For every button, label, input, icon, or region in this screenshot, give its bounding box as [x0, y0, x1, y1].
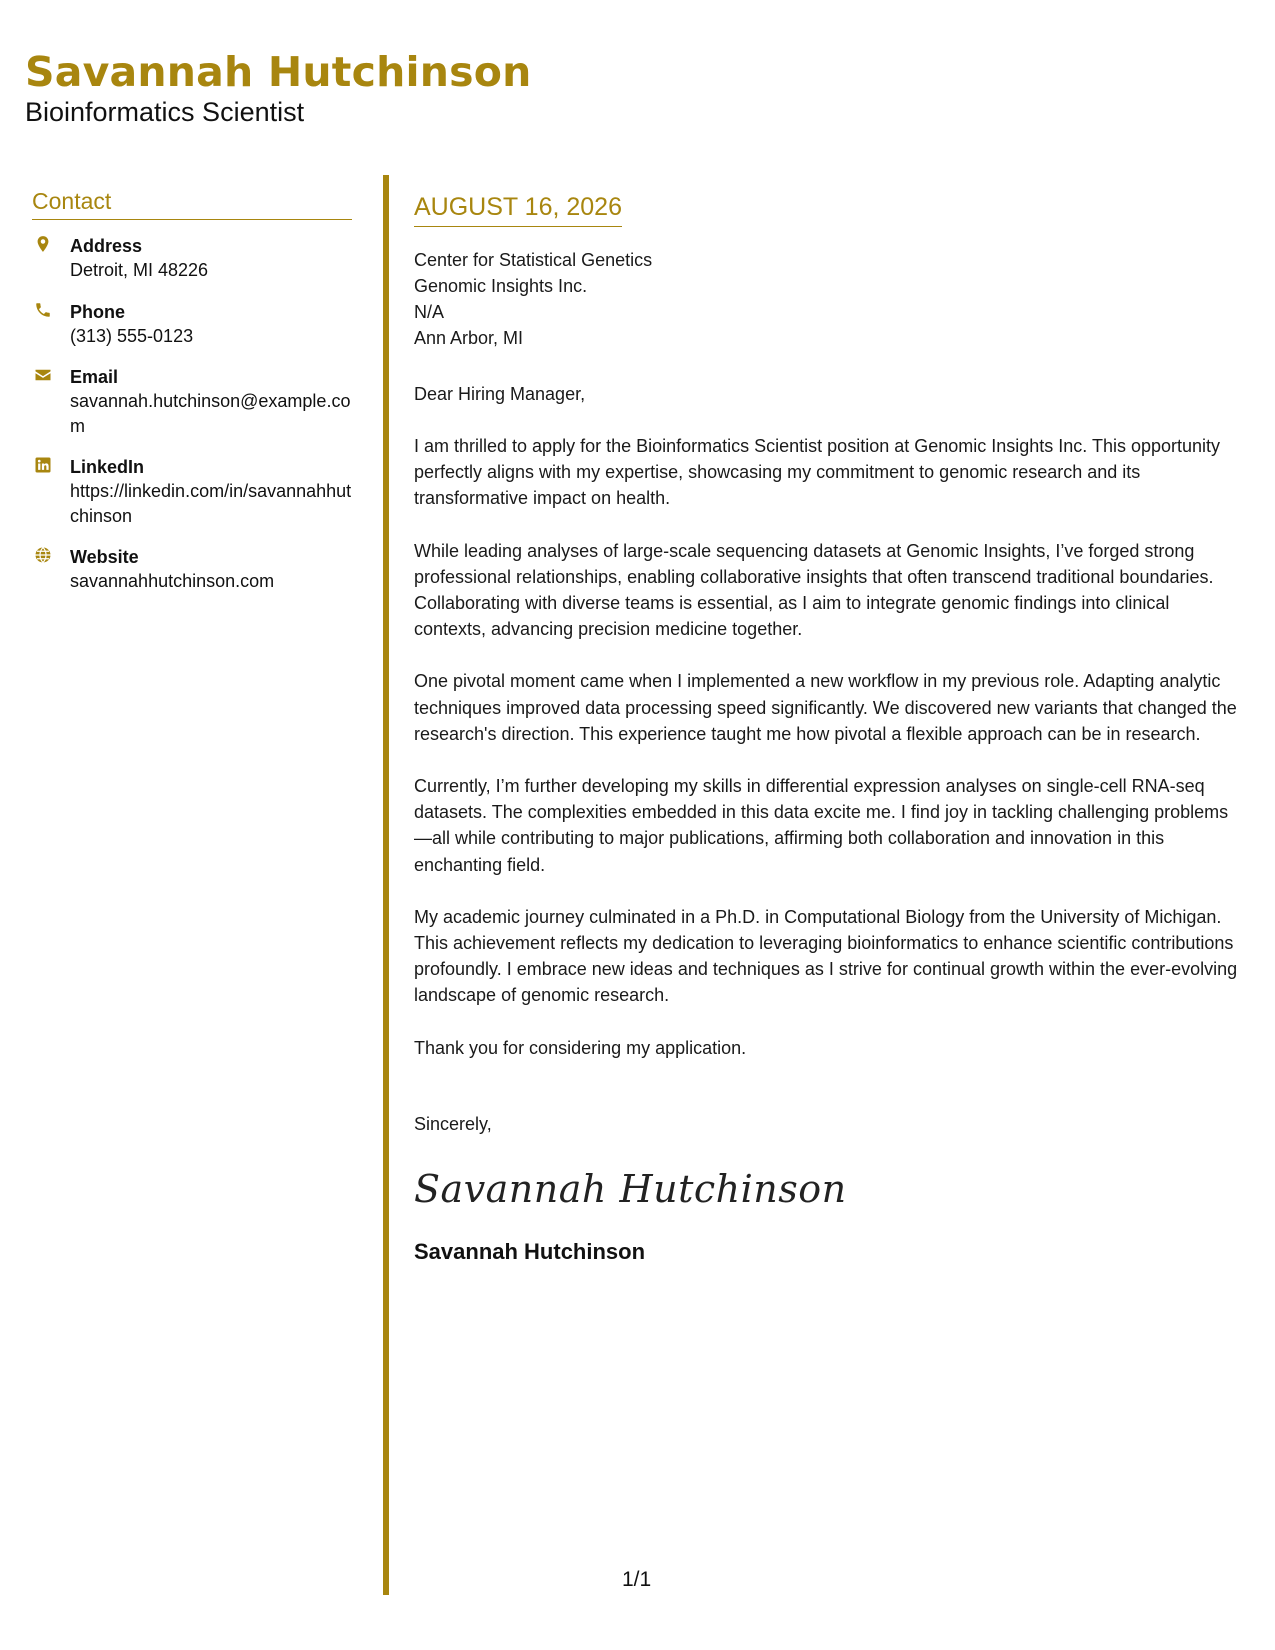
contact-label: Phone: [70, 301, 126, 322]
recipient-line: Genomic Insights Inc.: [414, 276, 588, 296]
contact-value: Detroit, MI 48226: [70, 260, 209, 281]
body-paragraph: One pivotal moment came when I implemented a new workflow in my previous role. Adapting analytic techniques improved data processing speed significantly. We discovered new variants that changed the research's direction. This experience taught me how pivotal a flexible approach can be in research.: [414, 671, 1237, 744]
website-link[interactable]: savannahhutchinson.com: [70, 571, 275, 592]
contact-label: Address: [70, 236, 143, 256]
handwritten-signature: Savannah Hutchinson: [414, 1166, 847, 1211]
contact-item-address: [32, 234, 352, 283]
envelope-icon: [34, 366, 52, 384]
linkedin-icon: [34, 456, 52, 474]
contact-label: Email: [70, 367, 119, 388]
contact-heading: Contact: [32, 188, 352, 220]
contact-sidebar: [32, 188, 352, 611]
phone-icon: [34, 301, 52, 319]
contact-item-linkedin: [32, 455, 352, 528]
applicant-title: Bioinformatics Scientist: [25, 97, 305, 128]
recipient-block: [414, 247, 1244, 351]
letter-body: [414, 193, 1244, 1265]
body-paragraph: My academic journey culminated in a Ph.D. in Computational Biology from the University of Michigan. This achievement reflects my dedication to leveraging bioinformatics to enhance scientific contributions profoundly. I embrace new ideas and techniques as I strive for continual growth within the ever-evolving landscape of genomic research.: [414, 906, 1238, 1006]
letter-header: [25, 50, 532, 128]
body-paragraph: I am thrilled to apply for the Bioinformatics Scientist position at Genomic Insights Inc. This opportunity perfectly aligns with my expertise, showcasing my commitment to genomic research and its transformative impact on health.: [414, 436, 1221, 509]
email-link[interactable]: savannah.hutchinson@example.com: [70, 391, 351, 436]
contact-value: (313) 555-0123: [70, 325, 194, 346]
body-paragraph: Currently, I’m further developing my skills in differential expression analyses on single-cell RNA-seq datasets. The complexities embedded in this data excite me. I find joy in tackling challenging problems—all while contributing to major publications, affirming both collaboration and innovation in this enchanting field.: [414, 776, 1229, 875]
contact-label: Website: [70, 546, 139, 567]
vertical-divider: [383, 175, 389, 1595]
linkedin-link[interactable]: https://linkedin.com/in/savannahhutchinson: [70, 481, 352, 526]
letter-date: AUGUST 16, 2026: [414, 193, 622, 227]
page-number: 1/1: [622, 1568, 652, 1591]
globe-icon: [34, 546, 52, 564]
contact-item-website: [32, 545, 352, 594]
body-paragraph: Thank you for considering my application.: [414, 1037, 747, 1058]
closing: Sincerely,: [414, 1113, 492, 1134]
recipient-line: Center for Statistical Genetics: [414, 250, 653, 270]
contact-label: LinkedIn: [70, 457, 145, 478]
contact-list: [32, 234, 352, 594]
signer-name: Savannah Hutchinson: [414, 1238, 646, 1264]
recipient-line: Ann Arbor, MI: [414, 328, 524, 348]
salutation: Dear Hiring Manager,: [414, 384, 586, 404]
contact-item-email: [32, 365, 352, 438]
contact-item-phone: [32, 300, 352, 349]
map-pin-icon: [34, 235, 52, 253]
recipient-line: N/A: [414, 302, 445, 322]
body-paragraph: While leading analyses of large-scale sequencing datasets at Genomic Insights, I’ve forged strong professional relationships, enabling collaborative insights that often transcend traditional boundaries. Collaborating with diverse teams is essential, as I aim to integrate genomic findings into clinical contexts, advancing precision medicine together.: [414, 540, 1214, 640]
applicant-name: Savannah Hutchinson: [25, 48, 532, 96]
